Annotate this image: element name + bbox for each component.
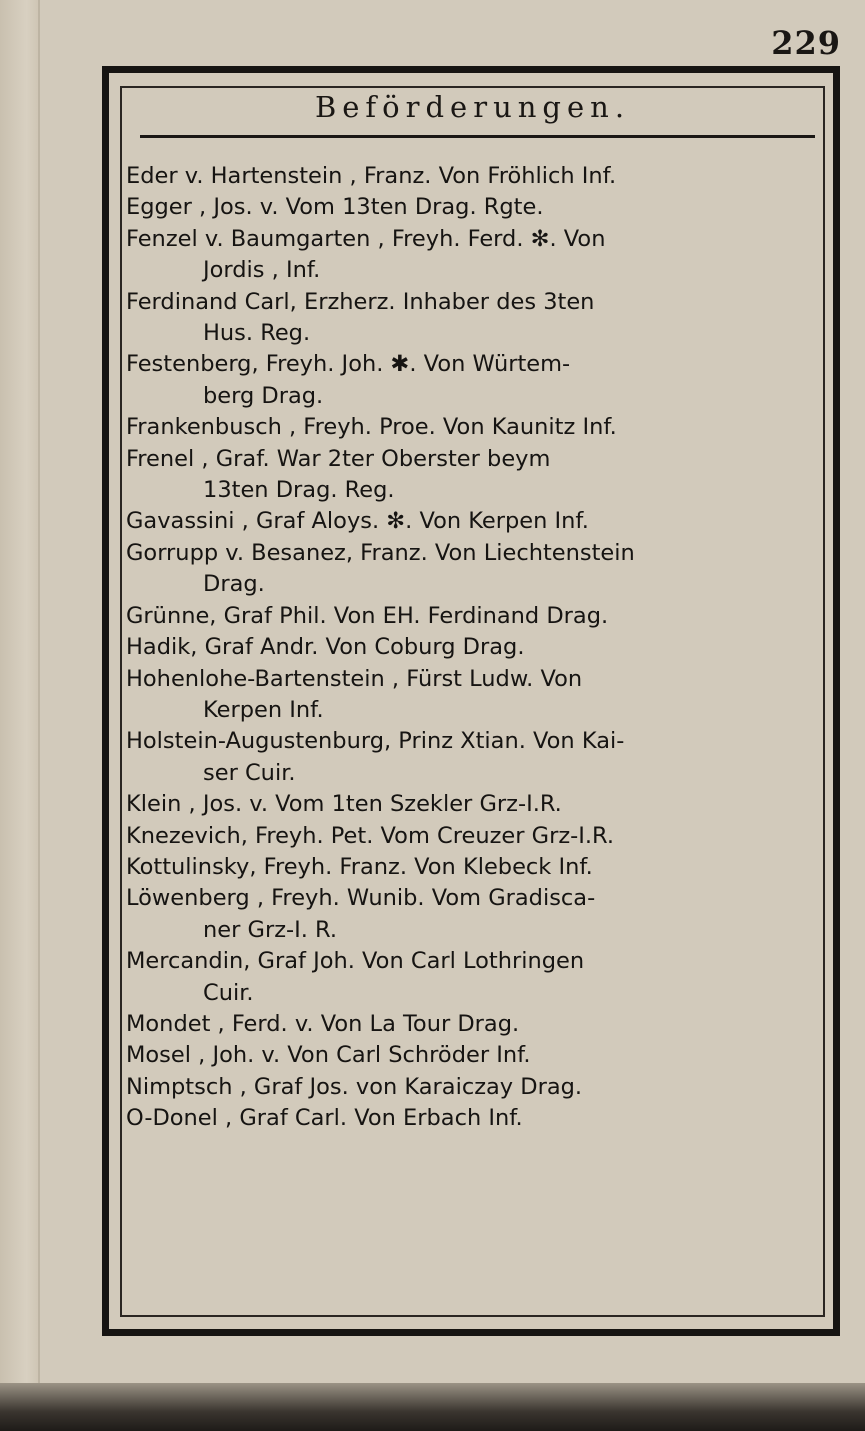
entry-line: Klein , Jos. v. Vom 1ten Szekler Grz-I.R. [126,791,562,818]
entry-line: Knezevich, Freyh. Pet. Vom Creuzer Grz-I.R. [126,822,615,849]
entry-continuation-line: Kerpen Inf. [203,696,324,723]
list-item [126,1040,819,1071]
page-frame [102,66,840,1336]
list-item [126,664,819,727]
heading-rule [140,135,815,138]
list-item [126,632,819,663]
entry-line: Mosel , Joh. v. Von Carl Schröder Inf. [126,1042,531,1069]
entry-line: Frankenbusch , Freyh. Proe. Von Kaunitz Inf. [126,414,617,441]
list-item [126,161,819,192]
entry-line: Ferdinand Carl, Erzherz. Inhaber des 3ten [126,288,595,315]
list-item [126,444,819,507]
entry-continuation-line: ser Cuir. [203,759,296,786]
page-number: 229 [771,24,841,62]
entry-line: Eder v. Hartenstein , Franz. Von Fröhlich Inf. [126,163,617,189]
list-item [126,601,819,632]
entry-line: Egger , Jos. v. Vom 13ten Drag. Rgte. [126,194,544,221]
entry-line: Kottulinsky, Freyh. Franz. Von Klebeck Inf. [126,853,593,880]
list-item [126,726,819,789]
list-item [126,852,819,883]
entry-line: Nimptsch , Graf Jos. von Karaiczay Drag. [126,1073,583,1100]
entry-continuation-line: Hus. Reg. [203,320,311,347]
entry-line: Gavassini , Graf Aloys. ✻. Von Kerpen Inf. [126,508,589,535]
entry-line: Mondet , Ferd. v. Von La Tour Drag. [126,1010,520,1037]
entry-list [126,161,819,1135]
entry-line: Festenberg, Freyh. Joh. ✱. Von Würtem- [126,351,571,378]
entry-line: O-Donel , Graf Carl. Von Erbach Inf. [126,1105,523,1132]
entry-continuation-line: Cuir. [203,979,254,1006]
entry-continuation-line: 13ten Drag. Reg. [203,477,395,504]
list-item [126,821,819,852]
entry-continuation-line: ner Grz-I. R. [203,916,338,943]
entry-line: Löwenberg , Freyh. Wunib. Vom Gradisca- [126,885,596,912]
entry-line: Fenzel v. Baumgarten , Freyh. Ferd. ✻. Von [126,225,606,252]
page-edge [0,0,40,1431]
entry-line: Hohenlohe-Bartenstein , Fürst Ludw. Von [126,665,583,692]
entry-continuation-line: Jordis , Inf. [203,257,321,284]
entry-line: Gorrupp v. Besanez, Franz. Von Liechtenstein [126,539,635,566]
entry-line: Grünne, Graf Phil. Von EH. Ferdinand Drag. [126,602,609,629]
list-item [126,946,819,1009]
list-item [126,506,819,537]
list-item [126,789,819,820]
entry-line: Frenel , Graf. War 2ter Oberster beym [126,445,551,472]
list-item [126,1072,819,1103]
list-item [126,883,819,946]
entry-continuation-line: berg Drag. [203,382,324,409]
entry-line: Holstein-Augustenburg, Prinz Xtian. Von Kai- [126,728,625,755]
list-item [126,349,819,412]
list-item [126,192,819,223]
entry-continuation-line: Drag. [203,571,265,598]
section-heading: Beförderungen. [314,90,631,124]
page-bottom-shadow [0,1383,865,1431]
list-item [126,412,819,443]
list-item [126,287,819,350]
list-item [126,538,819,601]
entry-line: Hadik, Graf Andr. Von Coburg Drag. [126,634,525,661]
list-item [126,1009,819,1040]
list-item [126,1103,819,1134]
list-item [126,224,819,287]
entry-line: Mercandin, Graf Joh. Von Carl Lothringen [126,948,585,975]
inner-frame [120,86,825,1317]
